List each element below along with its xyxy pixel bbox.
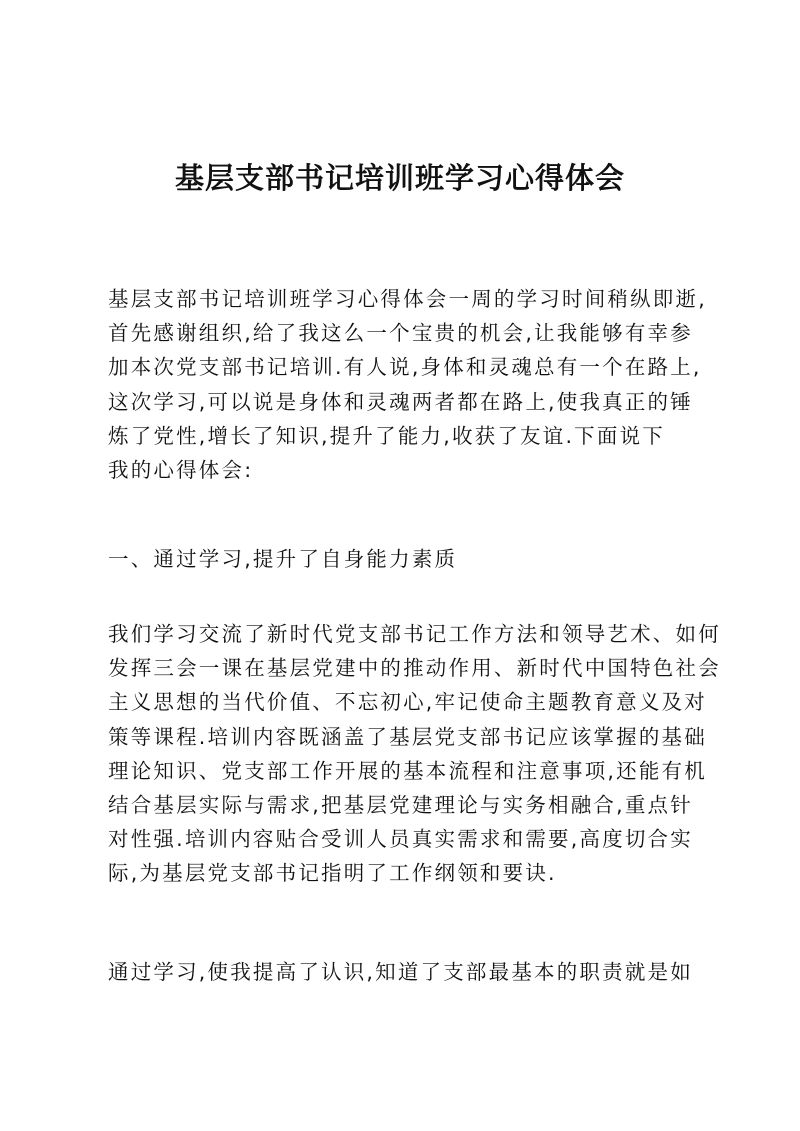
- paragraph-line: 发挥三会一课在基层党建中的推动作用、新时代中国特色社会: [108, 656, 721, 681]
- paragraph-line: 炼了党性,增长了知识,提升了能力,收获了友谊.下面说下: [108, 423, 665, 448]
- paragraph-line: 结合基层实际与需求,把基层党建理论与实务相融合,重点针: [108, 793, 693, 818]
- section-heading-text: 一、通过学习,提升了自身能力素质: [108, 547, 458, 571]
- next-paragraph: [108, 955, 692, 989]
- document-title: 基层支部书记培训班学习心得体会: [174, 161, 625, 195]
- paragraph-line: 际,为基层党支部书记指明了工作纲领和要诀.: [108, 861, 557, 886]
- paragraph-line: 通过学习,使我提高了认识,知道了支部最基本的职责就是如: [108, 960, 693, 984]
- paragraph-line: 加本次党支部书记培训.有人说,身体和灵魂总有一个在路上,: [108, 355, 702, 380]
- paragraph-line: 首先感谢组织,给了我这么一个宝贵的机会,让我能够有幸参: [108, 321, 693, 346]
- paragraph-line: 基层支部书记培训班学习心得体会一周的学习时间稍纵即逝,: [108, 287, 707, 311]
- section1-paragraph: [108, 617, 721, 891]
- paragraph-line: 我的心得体会:: [108, 458, 254, 483]
- paragraph-line: 主义思想的当代价值、不忘初心,牢记使命主题教育意义及对: [108, 690, 707, 715]
- section-heading: [108, 542, 692, 576]
- paragraph-line: 我们学习交流了新时代党支部书记工作方法和领导艺术、如何: [108, 622, 721, 646]
- paragraph-line: 对性强.培训内容贴合受训人员真实需求和需要,高度切合实: [108, 827, 693, 852]
- paragraph-line: 策等课程.培训内容既涵盖了基层党支部书记应该掌握的基础: [108, 724, 707, 749]
- paragraph-line: 这次学习,可以说是身体和灵魂两者都在路上,使我真正的锤: [108, 389, 693, 414]
- intro-paragraph: [108, 282, 707, 487]
- paragraph-line: 理论知识、党支部工作开展的基本流程和注意事项,还能有机: [108, 758, 707, 783]
